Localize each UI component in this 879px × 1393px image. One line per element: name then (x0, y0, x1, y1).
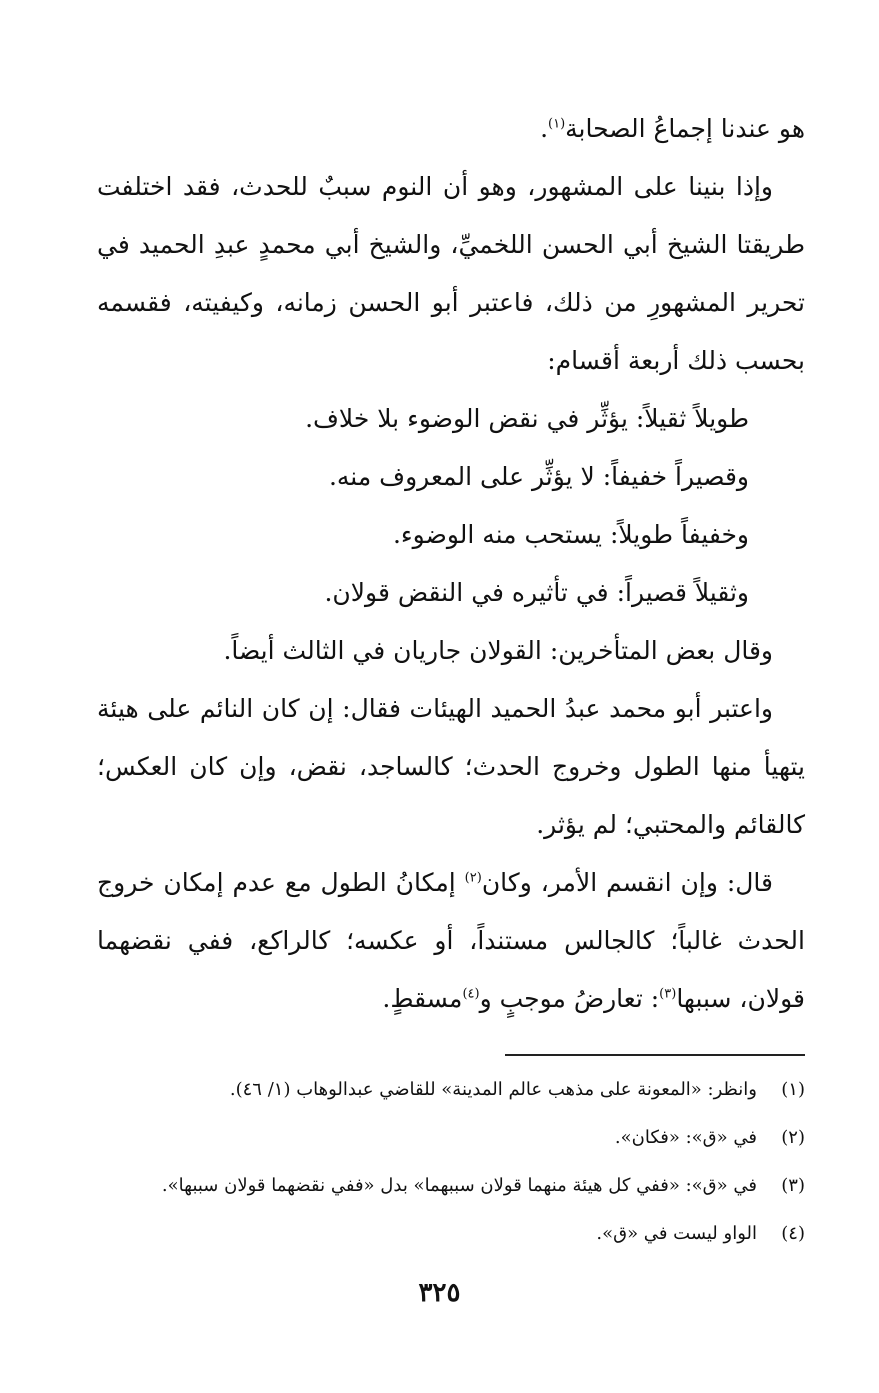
paragraph-2: وإذا بنينا على المشهور، وهو أن النوم سببٌ للحدث، فقد اختلفت طريقتا الشيخ أبي الحسن اللخميِّ، والشيخ أبي محمدٍ عبدِ الحميد في تحرير المشهورِ من ذلك، فاعتبر أبو الحسن زمانه، وكيفيته، فقسمه بحسب ذلك أربعة أقسام: (97, 172, 805, 375)
paragraph-later-scholars: وقال بعض المتأخرين: القولان جاريان في الثالث أيضاً. (223, 636, 773, 665)
footnotes (97, 1066, 805, 1258)
footnote-text: في «ق»: «فكان». (614, 1127, 757, 1148)
footnote-separator (505, 1054, 805, 1056)
paragraph-qala-part-c: : تعارضُ موجبٍ و (479, 984, 660, 1013)
footnote-4 (97, 1210, 805, 1258)
footnote-ref-2: (٢) (464, 870, 482, 886)
division-1: طويلاً ثقيلاً: يؤثِّر في نقض الوضوء بلا خلاف. (305, 404, 749, 433)
footnote-3 (97, 1162, 805, 1210)
footnote-ref-3: (٣) (659, 986, 677, 1002)
division-4: وثقيلاً قصيراً: في تأثيره في النقض قولان. (324, 578, 749, 607)
paragraph-abu-muhammad: واعتبر أبو محمد عبدُ الحميد الهيئات فقال: إن كان النائم على هيئة يتهيأ منها الطول وخروج الحدث؛ كالساجد، نقض، وإن كان العكس؛ كالقائم والمحتبي؛ لم يؤثر. (97, 694, 805, 839)
footnote-text: وانظر: «المعونة على مذهب عالم المدينة» للقاضي عبدالوهاب (١/ ٤٦). (229, 1079, 757, 1100)
paragraph-qala (97, 854, 805, 1028)
footnote-number: (٤) (781, 1223, 805, 1244)
footnote-ref-1: (١) (548, 116, 566, 132)
footnote-text: الواو ليست في «ق». (596, 1223, 757, 1244)
footnote-1 (97, 1066, 805, 1114)
main-text (97, 100, 805, 1028)
paragraph-1-text: هو عندنا إجماعُ الصحابة (565, 114, 805, 143)
paragraph-1 (97, 100, 805, 158)
footnote-number: (١) (781, 1079, 805, 1100)
paragraph-qala-part-a: قال: وإن انقسم الأمر، وكان (481, 868, 773, 897)
footnote-text: في «ق»: «ففي كل هيئة منهما قولان سببهما» بدل «ففي نقضهما قولان سببها». (161, 1175, 757, 1196)
paragraph-qala-part-b: إمكانُ الطول مع عدم إمكان خروج الحدث غالباً؛ كالجالس مستنداً، أو عكسه؛ كالراكع، ففي نقضهما قولان، سببها (97, 868, 805, 1013)
page-number: ٣٢٥ (418, 1278, 461, 1308)
paragraph-1-end: . (540, 114, 549, 143)
footnote-ref-4: (٤) (462, 986, 480, 1002)
division-3: وخفيفاً طويلاً: يستحب منه الوضوء. (392, 520, 749, 549)
division-2: وقصيراً خفيفاً: لا يؤثِّر على المعروف منه. (328, 462, 749, 491)
footnote-number: (٣) (781, 1175, 805, 1196)
footnote-2 (97, 1114, 805, 1162)
footnote-number: (٢) (781, 1127, 805, 1148)
paragraph-qala-part-d: مسقطٍ. (382, 984, 463, 1013)
